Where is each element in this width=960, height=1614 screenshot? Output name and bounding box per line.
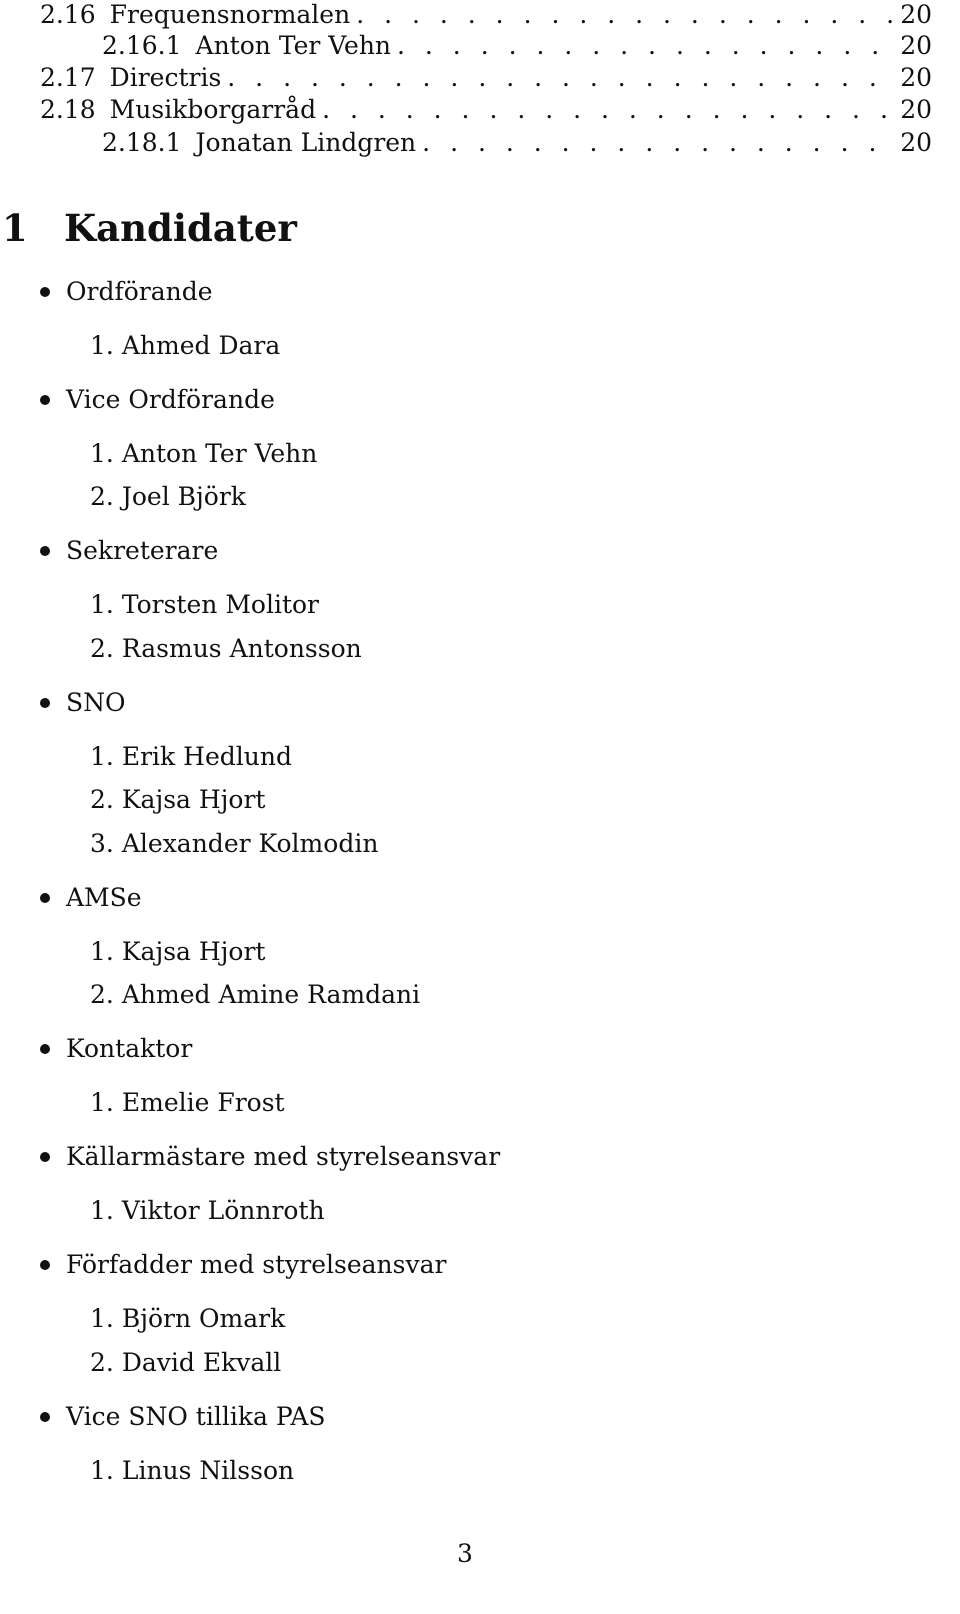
candidate-number: 1. bbox=[90, 1196, 114, 1225]
toc-entry-number: 2.18 bbox=[40, 95, 96, 124]
role-title: Vice Ordförande bbox=[66, 385, 275, 414]
toc-leader-dots bbox=[356, 0, 896, 30]
candidate-name: Torsten Molitor bbox=[121, 590, 320, 619]
candidate-number: 2. bbox=[90, 634, 114, 663]
role-title: AMSe bbox=[66, 883, 142, 912]
role-item bbox=[40, 1401, 326, 1433]
section-title: Kandidater bbox=[64, 206, 297, 250]
candidate-name: Alexander Kolmodin bbox=[121, 829, 379, 858]
bullet-icon bbox=[40, 546, 50, 556]
toc-leader-dots bbox=[322, 95, 896, 125]
toc-entry-page: 20 bbox=[900, 63, 932, 92]
toc-entry[interactable] bbox=[40, 95, 932, 125]
bullet-icon bbox=[40, 893, 50, 903]
candidate-name: Björn Omark bbox=[121, 1304, 286, 1333]
candidate-number: 3. bbox=[90, 829, 114, 858]
candidate-number: 1. bbox=[90, 590, 114, 619]
candidate-item bbox=[90, 784, 265, 816]
candidate-number: 1. bbox=[90, 1304, 114, 1333]
candidate-item bbox=[90, 1087, 285, 1119]
toc-entry[interactable] bbox=[102, 31, 932, 61]
toc-leader-dots bbox=[422, 128, 896, 158]
toc-leader-dots bbox=[397, 31, 896, 61]
candidate-number: 1. bbox=[90, 439, 114, 468]
toc-entry-page: 20 bbox=[900, 128, 932, 157]
candidate-item bbox=[90, 330, 280, 362]
toc-entry-number: 2.16 bbox=[40, 0, 96, 29]
candidate-item bbox=[90, 633, 362, 665]
role-item bbox=[40, 687, 126, 719]
candidate-name: Erik Hedlund bbox=[121, 742, 292, 771]
candidate-item bbox=[90, 1455, 294, 1487]
candidate-item bbox=[90, 1347, 281, 1379]
role-title: Kontaktor bbox=[66, 1034, 193, 1063]
candidate-item bbox=[90, 828, 378, 860]
candidate-name: Ahmed Amine Ramdani bbox=[121, 980, 421, 1009]
candidate-name: Joel Björk bbox=[121, 482, 246, 511]
toc-entry-page: 20 bbox=[900, 95, 932, 124]
bullet-icon bbox=[40, 395, 50, 405]
bullet-icon bbox=[40, 1412, 50, 1422]
bullet-icon bbox=[40, 1044, 50, 1054]
candidate-name: David Ekvall bbox=[121, 1348, 282, 1377]
toc-entry[interactable] bbox=[40, 0, 932, 30]
candidate-item bbox=[90, 481, 246, 513]
toc-entry-number: 2.17 bbox=[40, 63, 96, 92]
candidate-name: Rasmus Antonsson bbox=[121, 634, 362, 663]
role-item bbox=[40, 1033, 192, 1065]
candidate-item bbox=[90, 936, 265, 968]
role-title: Vice SNO tillika PAS bbox=[66, 1402, 326, 1431]
toc-entry-title: Anton Ter Vehn bbox=[195, 31, 392, 60]
candidate-name: Kajsa Hjort bbox=[121, 785, 266, 814]
candidate-name: Kajsa Hjort bbox=[121, 937, 266, 966]
candidate-item bbox=[90, 1303, 285, 1335]
candidate-item bbox=[90, 589, 319, 621]
candidate-number: 1. bbox=[90, 742, 114, 771]
toc-entry-page: 20 bbox=[900, 0, 932, 29]
bullet-icon bbox=[40, 1152, 50, 1162]
candidate-item bbox=[90, 979, 420, 1011]
role-item bbox=[40, 276, 213, 308]
bullet-icon bbox=[40, 1260, 50, 1270]
toc-entry-title: Frequensnormalen bbox=[109, 0, 351, 29]
toc-entry[interactable] bbox=[102, 128, 932, 158]
role-item bbox=[40, 882, 142, 914]
candidate-number: 2. bbox=[90, 980, 114, 1009]
role-title: SNO bbox=[66, 688, 126, 717]
page-number: 3 bbox=[457, 1539, 473, 1568]
bullet-icon bbox=[40, 698, 50, 708]
role-item bbox=[40, 384, 275, 416]
toc-entry-title: Jonatan Lindgren bbox=[195, 128, 417, 157]
candidate-number: 2. bbox=[90, 785, 114, 814]
candidate-name: Ahmed Dara bbox=[121, 331, 281, 360]
role-item bbox=[40, 1249, 446, 1281]
toc-entry-page: 20 bbox=[900, 31, 932, 60]
toc-entry[interactable] bbox=[40, 63, 932, 93]
candidate-number: 2. bbox=[90, 482, 114, 511]
role-title: Källarmästare med styrelseansvar bbox=[66, 1142, 501, 1171]
role-title: Sekreterare bbox=[66, 536, 219, 565]
role-item bbox=[40, 1141, 500, 1173]
candidate-item bbox=[90, 741, 292, 773]
toc-leader-dots bbox=[227, 63, 896, 93]
toc-entry-number: 2.16.1 bbox=[102, 31, 182, 60]
candidate-name: Linus Nilsson bbox=[121, 1456, 295, 1485]
candidate-number: 1. bbox=[90, 1088, 114, 1117]
candidate-number: 1. bbox=[90, 1456, 114, 1485]
toc-entry-number: 2.18.1 bbox=[102, 128, 182, 157]
toc-entry-title: Directris bbox=[109, 63, 222, 92]
candidate-name: Anton Ter Vehn bbox=[121, 439, 318, 468]
candidate-name: Emelie Frost bbox=[121, 1088, 285, 1117]
role-title: Förfadder med styrelseansvar bbox=[66, 1250, 447, 1279]
candidate-number: 1. bbox=[90, 937, 114, 966]
toc-entry-title: Musikborgarråd bbox=[109, 95, 317, 124]
section-heading bbox=[2, 204, 297, 252]
candidate-number: 2. bbox=[90, 1348, 114, 1377]
candidate-number: 1. bbox=[90, 331, 114, 360]
candidate-name: Viktor Lönnroth bbox=[121, 1196, 325, 1225]
candidate-item bbox=[90, 438, 317, 470]
role-title: Ordförande bbox=[66, 277, 213, 306]
bullet-icon bbox=[40, 287, 50, 297]
role-item bbox=[40, 535, 218, 567]
section-number: 1 bbox=[2, 206, 28, 250]
candidate-item bbox=[90, 1195, 325, 1227]
